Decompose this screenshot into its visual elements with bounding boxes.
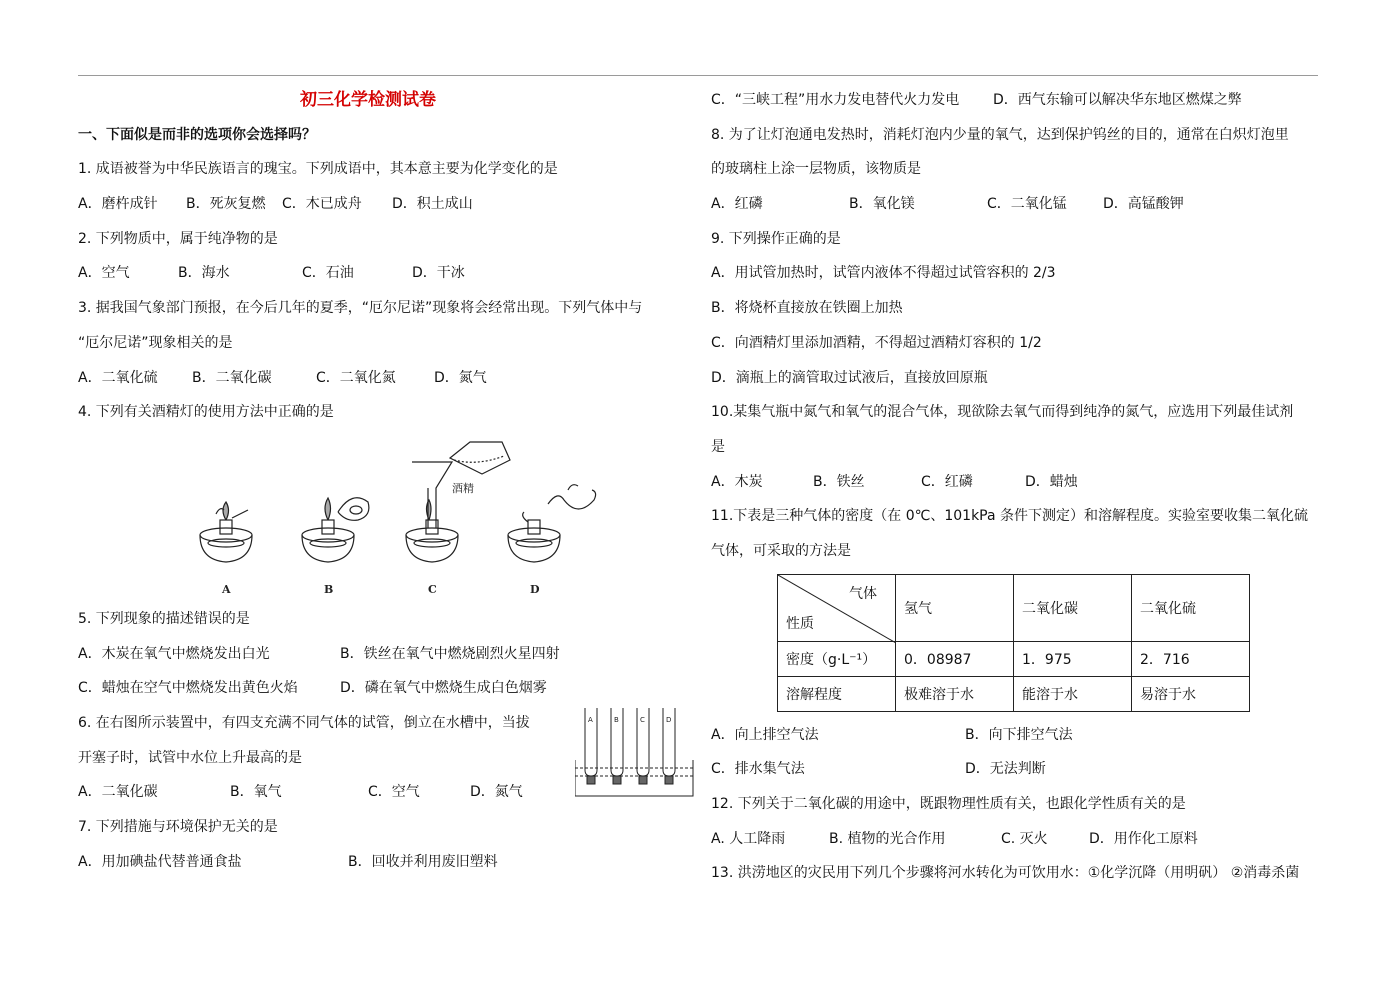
table-row bbox=[778, 676, 1250, 711]
option[interactable]: C．蜡烛在空气中燃烧发出黄色火焰 bbox=[78, 680, 298, 697]
q12-options bbox=[711, 822, 1317, 857]
figure-label-a: A bbox=[222, 582, 231, 596]
option[interactable]: B. 植物的光合作用 bbox=[829, 830, 946, 847]
q3-options bbox=[78, 361, 698, 396]
option[interactable]: B．氧气 bbox=[230, 784, 282, 801]
q4-stem: 4. 下列有关酒精灯的使用方法中正确的是 bbox=[78, 404, 334, 421]
q1-stem: 1. 成语被誉为中华民族语言的瑰宝。下列成语中，其本意主要为化学变化的是 bbox=[78, 161, 558, 178]
option[interactable]: D．无法判断 bbox=[965, 761, 1046, 778]
q10-stem: 10.某集气瓶中氮气和氧气的混合气体，现欲除去氧气而得到纯净的氮气，应选用下列最佳试剂 bbox=[711, 404, 1294, 421]
table-corner-cell bbox=[778, 574, 896, 641]
option[interactable]: A．磨杵成针 bbox=[78, 196, 158, 213]
option[interactable]: D．积土成山 bbox=[392, 196, 473, 213]
option[interactable]: D．用作化工原料 bbox=[1089, 830, 1198, 847]
tube-label-c: C bbox=[640, 715, 645, 724]
q10-stem-cont: 是 bbox=[711, 438, 725, 455]
figure-text-alcohol: 酒精 bbox=[452, 481, 474, 495]
q5-stem: 5. 下列现象的描述错误的是 bbox=[78, 610, 250, 627]
option[interactable]: C．红磷 bbox=[921, 473, 973, 490]
q11-options-ab bbox=[711, 718, 1317, 753]
option[interactable]: B．回收并利用废旧塑料 bbox=[348, 853, 498, 870]
gas-properties-table bbox=[777, 574, 1250, 712]
option[interactable]: A．二氧化碳 bbox=[78, 784, 158, 801]
test-tube-trough-illustration bbox=[575, 708, 695, 800]
q6-stem-cont: 开塞子时，试管中水位上升最高的是 bbox=[78, 749, 302, 766]
figure-label-c: C bbox=[428, 582, 437, 596]
q13-stem: 13. 洪涝地区的灾民用下列几个步骤将河水转化为可饮用水：①化学沉降（用明矾） ②消毒杀菌 bbox=[711, 865, 1300, 882]
option[interactable]: A．红磷 bbox=[711, 196, 763, 213]
column-header: 二氧化硫 bbox=[1132, 574, 1250, 641]
q9-stem: 9. 下列操作正确的是 bbox=[711, 230, 841, 247]
q6-stem: 6. 在右图所示装置中，有四支充满不同气体的试管，倒立在水槽中，当拔 bbox=[78, 714, 530, 731]
section-heading: 一、下面似是而非的选项你会选择吗？ bbox=[78, 126, 316, 143]
option[interactable]: B．二氧化碳 bbox=[192, 369, 272, 386]
option[interactable]: A．用加碘盐代替普通食盐 bbox=[78, 853, 242, 870]
column-header: 氢气 bbox=[896, 574, 1014, 641]
option[interactable]: C．二氧化氮 bbox=[316, 369, 396, 386]
option[interactable]: A．木炭 bbox=[711, 473, 763, 490]
row-label: 溶解程度 bbox=[778, 676, 896, 711]
table-cell: 1．975 bbox=[1014, 641, 1132, 676]
option[interactable]: D．高锰酸钾 bbox=[1103, 196, 1184, 213]
q6-block bbox=[78, 706, 698, 810]
q2-options bbox=[78, 256, 698, 291]
option[interactable]: D．西气东输可以解决华东地区燃煤之弊 bbox=[993, 92, 1242, 108]
figure-label-b: B bbox=[324, 582, 334, 596]
q7-stem: 7. 下列措施与环境保护无关的是 bbox=[78, 819, 278, 835]
q11-stem: 11.下表是三种气体的密度（在 0℃、101kPa 条件下测定）和溶解程度。实验室要收集二氧化硫 bbox=[711, 508, 1309, 525]
table-cell: 易溶于水 bbox=[1132, 676, 1250, 711]
option[interactable]: D．蜡烛 bbox=[1025, 473, 1078, 490]
option[interactable]: A．木炭在氧气中燃烧发出白光 bbox=[78, 645, 270, 662]
option[interactable]: A．空气 bbox=[78, 265, 130, 282]
q5-options-ab bbox=[78, 637, 698, 672]
table-header-row bbox=[778, 574, 1250, 641]
option[interactable]: D．磷在氧气中燃烧生成白色烟雾 bbox=[340, 680, 547, 697]
q1-options bbox=[78, 187, 698, 222]
corner-label-gas: 气体 bbox=[849, 585, 877, 602]
q8-options bbox=[711, 187, 1317, 222]
q7-options-ab bbox=[78, 845, 698, 880]
option[interactable]: C．排水集气法 bbox=[711, 761, 805, 778]
option[interactable]: A．用试管加热时，试管内液体不得超过试管容积的 2/3 bbox=[711, 265, 1056, 282]
q12-stem: 12. 下列关于二氧化碳的用途中，既跟物理性质有关，也跟化学性质有关的是 bbox=[711, 796, 1186, 812]
option[interactable]: D．氮气 bbox=[434, 369, 487, 386]
q3-stem-cont: “厄尔尼诺”现象相关的是 bbox=[78, 334, 233, 351]
option[interactable]: B．死灰复燃 bbox=[186, 196, 266, 213]
option[interactable]: A. 人工降雨 bbox=[711, 830, 786, 847]
tube-label-b: B bbox=[614, 715, 619, 724]
option[interactable]: B．铁丝在氧气中燃烧剧烈火星四射 bbox=[340, 645, 560, 662]
q5-options-cd bbox=[78, 671, 698, 706]
figure-label-d: D bbox=[530, 582, 540, 596]
q7-options-cd bbox=[711, 83, 1317, 118]
q8-stem-cont: 的玻璃柱上涂一层物质，该物质是 bbox=[711, 161, 921, 178]
column-header: 二氧化碳 bbox=[1014, 574, 1132, 641]
header-rule bbox=[78, 75, 1318, 76]
option[interactable]: D．干冰 bbox=[412, 265, 465, 282]
right-column bbox=[711, 83, 1317, 891]
option[interactable]: B．氧化镁 bbox=[849, 196, 915, 213]
option[interactable]: C．“三峡工程”用水力发电替代火力发电 bbox=[711, 92, 960, 108]
table-cell: 能溶于水 bbox=[1014, 676, 1132, 711]
option[interactable]: C．二氧化锰 bbox=[987, 196, 1067, 213]
q8-stem: 8. 为了让灯泡通电发热时，消耗灯泡内少量的氧气，达到保护钨丝的目的，通常在白炽灯泡里 bbox=[711, 126, 1289, 143]
q11-stem-cont: 气体，可采取的方法是 bbox=[711, 542, 851, 559]
q3-stem: 3. 据我国气象部门预报，在今后几年的夏季，“厄尔尼诺”现象将会经常出现。下列气体中与 bbox=[78, 300, 643, 317]
table-cell: 2．716 bbox=[1132, 641, 1250, 676]
q11-options-cd bbox=[711, 752, 1317, 787]
table-cell: 极难溶于水 bbox=[896, 676, 1014, 711]
option[interactable]: B．海水 bbox=[178, 265, 230, 282]
page-title: 初三化学检测试卷 bbox=[300, 90, 436, 110]
option[interactable]: D．滴瓶上的滴管取过试液后，直接放回原瓶 bbox=[711, 369, 988, 386]
alcohol-lamp-illustration bbox=[78, 430, 698, 602]
corner-label-property: 性质 bbox=[786, 615, 814, 632]
option[interactable]: B．铁丝 bbox=[813, 473, 865, 490]
alcohol-lamp-figure bbox=[78, 430, 698, 602]
option[interactable]: C．空气 bbox=[368, 784, 420, 801]
option[interactable]: A．向上排空气法 bbox=[711, 726, 819, 743]
option[interactable]: D．氮气 bbox=[470, 784, 523, 801]
q2-stem: 2. 下列物质中，属于纯净物的是 bbox=[78, 230, 278, 247]
table-cell: 0．08987 bbox=[896, 641, 1014, 676]
option[interactable]: C．石油 bbox=[302, 265, 354, 282]
option[interactable]: B．将烧杯直接放在铁圈上加热 bbox=[711, 300, 903, 317]
q10-options bbox=[711, 465, 1317, 500]
table-row bbox=[778, 641, 1250, 676]
option[interactable]: C. 灭火 bbox=[1001, 830, 1048, 847]
option[interactable]: C．向酒精灯里添加酒精，不得超过酒精灯容积的 1/2 bbox=[711, 334, 1042, 351]
tube-label-d: D bbox=[666, 715, 672, 724]
row-label: 密度（g·L⁻¹） bbox=[778, 641, 896, 676]
option[interactable]: B．向下排空气法 bbox=[965, 726, 1073, 743]
left-column bbox=[78, 83, 698, 879]
tube-label-a: A bbox=[588, 715, 593, 724]
option[interactable]: A．二氧化硫 bbox=[78, 369, 158, 386]
option[interactable]: C．木已成舟 bbox=[282, 196, 362, 213]
